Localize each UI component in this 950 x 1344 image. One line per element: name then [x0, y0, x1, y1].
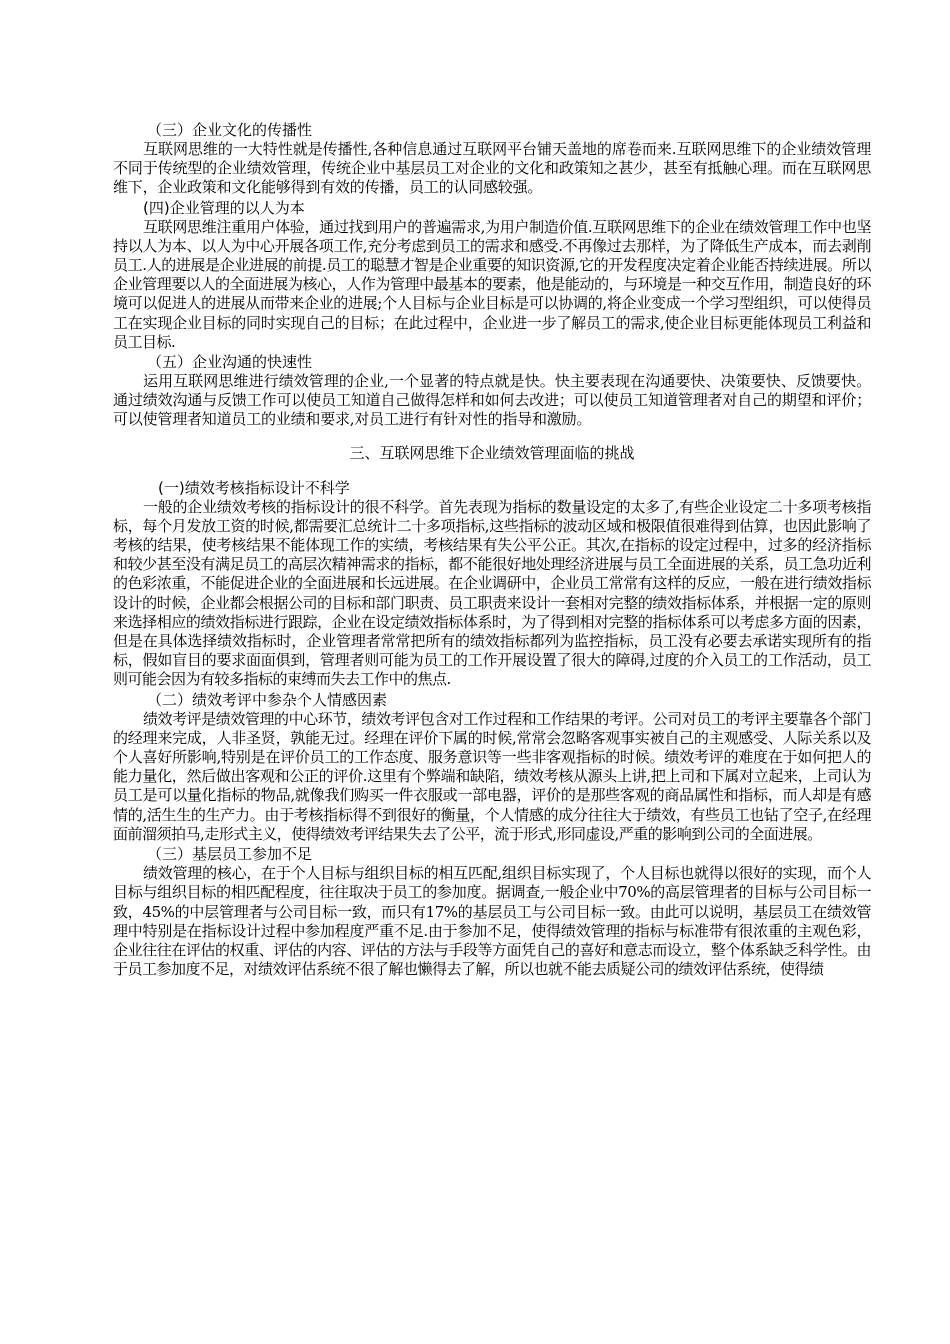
section-heading-indicators: (一)绩效考核指标设计不科学 [158, 478, 350, 497]
paragraph-culture: 互联网思维的一大特性就是传播性,各种信息通过互联网平台铺天盖地的席卷而来.互联网思维下的企业绩效管理不同于传统型的企业绩效管理，传统企业中基层员工对企业的文化和政策知之甚少，甚至有抵触心理。而在互联网思维下，企业政策和文化能够得到有效的传播，员工的认同感较强。 [113, 140, 871, 197]
paragraph-people: 互联网思维注重用户体验，通过找到用户的普遍需求,为用户制造价值.互联网思维下的企业在绩效管理工作中也坚持以人为本、以人为中心开展各项工作,充分考虑到员工的需求和感受.不再像过去那样，为了降低生产成本，而去剥削员工.人的进展是企业进展的前提.员工的聪慧才智是企业重要的知识资源,它的开发程度决定着企业能否持续进展。所以企业管理要以人的全面进展为核心，人作为管理中最基本的要素，他是能动的，与环境是一种交互作用，制造良好的环境可以促进人的进展从而带来企业的进展;个人目标与企业目标是可以协调的,将企业变成一个学习型组织，可以使得员工在实现企业目标的同时实现自己的目标；在此过程中，企业进一步了解员工的需求,使企业目标更能体现员工利益和员工目标. [113, 217, 871, 351]
section-heading-culture: （三）企业文化的传播性 [147, 121, 313, 139]
section-heading-participation: （三）基层员工参加不足 [147, 845, 313, 864]
document-page [113, 120, 871, 979]
paragraph-communication: 运用互联网思维进行绩效管理的企业,一个显著的特点就是快。快主要表现在沟通要快、决策要快、反馈要快。通过绩效沟通与反馈工作可以使员工知道自己做得怎样和如何去改进；可以使员工知道管理者对自己的期望和评价；可以使管理者知道员工的业绩和要求,对员工进行有针对性的指导和激励。 [113, 372, 871, 429]
section-heading-emotion: （二）绩效考评中参杂个人情感因素 [147, 690, 388, 709]
part-title-challenges: 三、互联网思维下企业绩效管理面临的挑战 [349, 443, 635, 462]
paragraph-emotion: 绩效考评是绩效管理的中心环节，绩效考评包含对工作过程和工作结果的考评。公司对员工的考评主要靠各个部门的经理来完成，人非圣贤，孰能无过。经理在评价下属的时候,常常会忽略客观事实被自己的主观感受、人际关系以及个人喜好所影响,特别是在评价员工的工作态度、服务意识等一些非客观指标的时候。绩效考评的难度在于如何把人的能力量化，然后做出客观和公正的评价.这里有个弊端和缺陷，绩效考核从源头上讲,把上司和下属对立起来，上司认为员工是可以量化指标的物品,就像我们购买一件衣服或一部电器，评价的是那些客观的商品属性和指标，而人却是有感情的,活生生的生产力。由于考核指标得不到很好的衡量，个人情感的成分往往大于绩效，有些员工也钻了空子,在经理面前溜须拍马,走形式主义，使得绩效考评结果失去了公平，流于形式,形同虚设,严重的影响到公司的全面进展。 [113, 709, 871, 843]
paragraph-participation: 绩效管理的核心，在于个人目标与组织目标的相互匹配,组织目标实现了，个人目标也就得以很好的实现，而个人目标与组织目标的相匹配程度，往往取决于员工的参加度。据调查,一般企业中70%的高层管理者的目标与公司目标一致，45%的中层管理者与公司目标一致，而只有17%的基层员工与公司目标一致。由此可以说明，基层员工在绩效管理中特别是在指标设计过程中参加程度严重不足.由于参加不足，使得绩效管理的指标与标准带有很浓重的主观色彩，企业往往在评估的权重、评估的内容、评估的方法与手段等方面凭自己的喜好和意志而设立，整个体系缺乏科学性。由于员工参加度不足，对绩效评估系统不很了解也懒得去了解，所以也就不能去质疑公司的绩效评估系统，使得绩 [113, 864, 871, 979]
section-heading-people: (四)企业管理的以人为本 [143, 198, 305, 217]
section-heading-communication: （五）企业沟通的快速性 [147, 353, 313, 372]
paragraph-indicators: 一般的企业绩效考核的指标设计的很不科学。首先表现为指标的数量设定的太多了,有些企业设定二十多项考核指标，每个月发放工资的时候,都需要汇总统计二十多项指标,这些指标的波动区域和极限值很难得到估算，也因此影响了考核的结果，使考核结果不能体现工作的实绩，考核结果有失公平公正。其次,在指标的设定过程中，过多的经济指标和较少甚至没有满足员工的高层次精神需求的指标，都不能很好地处理经济进展与员工全面进展的关系，员工急功近利的色彩浓重，不能促进企业的全面进展和长远进展。在企业调研中，企业员工常常有这样的反应，一般在进行绩效指标设计的时候，企业都会根据公司的目标和部门职责、员工职责来设计一套相对完整的绩效指标体系，并根据一定的原则来选择相应的绩效指标进行跟踪，企业在设定绩效指标体系时，为了得到相对完整的指标体系可以考虑多方面的因素，但是在具体选择绩效指标时，企业管理者常常把所有的绩效指标都列为监控指标，员工没有必要去承诺实现所有的指标，假如盲目的要求面面俱到，管理者则可能为员工的工作开展设置了很大的障碍,过度的介入员工的工作活动，员工则可能会因为有较多指标的束缚而失去工作中的焦点. [113, 497, 871, 689]
